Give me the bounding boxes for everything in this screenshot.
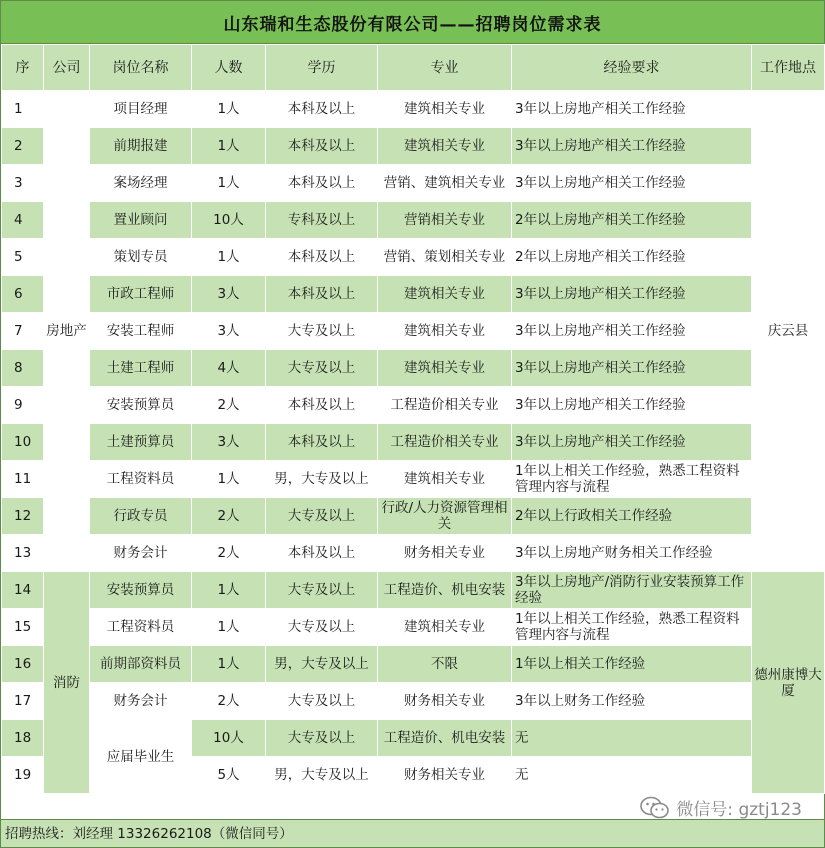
cell-major: 营销相关专业: [378, 202, 512, 239]
cell-education: 本科及以上: [266, 535, 378, 572]
hotline-footer: 招聘热线：刘经理 13326262108（微信同号）: [1, 819, 824, 847]
cell-seq: 8: [2, 350, 44, 387]
cell-education: 本科及以上: [266, 165, 378, 202]
cell-major: 财务相关专业: [378, 683, 512, 720]
cell-seq: 13: [2, 535, 44, 572]
cell-experience: 3年以上房地产相关工作经验: [512, 387, 752, 424]
cell-position: 财务会计: [90, 535, 192, 572]
cell-seq: 5: [2, 239, 44, 276]
cell-major: 工程造价相关专业: [378, 387, 512, 424]
cell-education: 专科及以上: [266, 202, 378, 239]
cell-experience: 3年以上房地产相关工作经验: [512, 165, 752, 202]
cell-experience: 3年以上房地产相关工作经验: [512, 313, 752, 350]
header-major: 专业: [378, 45, 512, 91]
cell-count: 2人: [192, 535, 266, 572]
cell-major: 建筑相关专业: [378, 91, 512, 128]
cell-count: 1人: [192, 165, 266, 202]
table-row: [2, 91, 825, 128]
cell-seq: 17: [2, 683, 44, 720]
cell-experience: 2年以上房地产相关工作经验: [512, 239, 752, 276]
cell-seq: 15: [2, 609, 44, 646]
table-row: [2, 202, 825, 239]
table-row: [2, 498, 825, 535]
cell-education: 本科及以上: [266, 128, 378, 165]
table-row: [2, 239, 825, 276]
cell-seq: 9: [2, 387, 44, 424]
cell-major: 工程造价、机电安装: [378, 720, 512, 757]
table-row: [2, 683, 825, 720]
cell-position: 安装预算员: [90, 572, 192, 609]
cell-experience: 无: [512, 757, 752, 794]
cell-education: 大专及以上: [266, 683, 378, 720]
header-experience: 经验要求: [512, 45, 752, 91]
cell-major: 建筑相关专业: [378, 313, 512, 350]
cell-count: 1人: [192, 239, 266, 276]
table-row: [2, 387, 825, 424]
cell-seq: 1: [2, 91, 44, 128]
cell-experience: 2年以上行政相关工作经验: [512, 498, 752, 535]
cell-seq: 16: [2, 646, 44, 683]
cell-count: 4人: [192, 350, 266, 387]
cell-seq: 18: [2, 720, 44, 757]
cell-experience: 3年以上房地产相关工作经验: [512, 350, 752, 387]
table-row: [2, 128, 825, 165]
table-row: [2, 276, 825, 313]
cell-major: 建筑相关专业: [378, 609, 512, 646]
cell-position: 安装预算员: [90, 387, 192, 424]
cell-seq: 6: [2, 276, 44, 313]
header-location: 工作地点: [752, 45, 825, 91]
table-row: [2, 424, 825, 461]
cell-seq: 4: [2, 202, 44, 239]
cell-seq: 2: [2, 128, 44, 165]
cell-experience: 1年以上相关工作经验，熟悉工程资料管理内容与流程: [512, 461, 752, 498]
table-row: [2, 572, 825, 609]
cell-education: 本科及以上: [266, 424, 378, 461]
cell-position: 土建预算员: [90, 424, 192, 461]
cell-seq: 7: [2, 313, 44, 350]
header-education: 学历: [266, 45, 378, 91]
cell-major: 财务相关专业: [378, 535, 512, 572]
table-row: [2, 646, 825, 683]
cell-experience: 3年以上房地产相关工作经验: [512, 424, 752, 461]
cell-education: 男，大专及以上: [266, 646, 378, 683]
cell-seq: 10: [2, 424, 44, 461]
cell-position: 案场经理: [90, 165, 192, 202]
cell-position: 项目经理: [90, 91, 192, 128]
wechat-icon: [640, 796, 670, 820]
cell-education: 本科及以上: [266, 91, 378, 128]
cell-experience: 2年以上房地产相关工作经验: [512, 202, 752, 239]
cell-education: 大专及以上: [266, 720, 378, 757]
header-row: [2, 45, 825, 91]
cell-experience: 无: [512, 720, 752, 757]
table-row: [2, 165, 825, 202]
cell-position: 财务会计: [90, 683, 192, 720]
cell-seq: 3: [2, 165, 44, 202]
header-position: 岗位名称: [90, 45, 192, 91]
cell-location: 德州康博大厦: [752, 572, 825, 794]
job-table: [1, 44, 825, 794]
header-count: 人数: [192, 45, 266, 91]
cell-education: 本科及以上: [266, 239, 378, 276]
cell-education: 男，大专及以上: [266, 757, 378, 794]
table-row: [2, 609, 825, 646]
cell-count: 1人: [192, 572, 266, 609]
cell-major: 不限: [378, 646, 512, 683]
cell-seq: 19: [2, 757, 44, 794]
cell-position: 前期报建: [90, 128, 192, 165]
cell-count: 1人: [192, 461, 266, 498]
cell-experience: 3年以上房地产相关工作经验: [512, 91, 752, 128]
cell-education: 本科及以上: [266, 387, 378, 424]
cell-count: 10人: [192, 202, 266, 239]
cell-major: 行政/人力资源管理相关: [378, 498, 512, 535]
cell-count: 5人: [192, 757, 266, 794]
table-row: [2, 350, 825, 387]
cell-major: 建筑相关专业: [378, 276, 512, 313]
table-row: [2, 461, 825, 498]
cell-education: 大专及以上: [266, 609, 378, 646]
cell-education: 本科及以上: [266, 276, 378, 313]
cell-count: 1人: [192, 91, 266, 128]
sheet-title: 山东瑞和生态股份有限公司——招聘岗位需求表: [1, 1, 824, 44]
cell-position: 应届毕业生: [90, 720, 192, 794]
cell-seq: 11: [2, 461, 44, 498]
cell-experience: 3年以上房地产相关工作经验: [512, 128, 752, 165]
cell-count: 3人: [192, 313, 266, 350]
cell-position: 工程资料员: [90, 609, 192, 646]
cell-position: 行政专员: [90, 498, 192, 535]
cell-count: 2人: [192, 498, 266, 535]
cell-location: 庆云县: [752, 91, 825, 572]
cell-position: 土建工程师: [90, 350, 192, 387]
cell-major: 建筑相关专业: [378, 350, 512, 387]
cell-position: 策划专员: [90, 239, 192, 276]
cell-count: 2人: [192, 387, 266, 424]
cell-count: 3人: [192, 276, 266, 313]
cell-count: 1人: [192, 646, 266, 683]
cell-major: 建筑相关专业: [378, 128, 512, 165]
cell-experience: 3年以上房地产/消防行业安装预算工作经验: [512, 572, 752, 609]
cell-count: 1人: [192, 128, 266, 165]
cell-count: 2人: [192, 683, 266, 720]
cell-major: 建筑相关专业: [378, 461, 512, 498]
cell-count: 3人: [192, 424, 266, 461]
cell-major: 工程造价相关专业: [378, 424, 512, 461]
header-company: 公司: [44, 45, 90, 91]
cell-position: 前期部资料员: [90, 646, 192, 683]
cell-experience: 3年以上房地产财务相关工作经验: [512, 535, 752, 572]
cell-education: 男，大专及以上: [266, 461, 378, 498]
cell-position: 安装工程师: [90, 313, 192, 350]
table-row: [2, 535, 825, 572]
cell-position: 工程资料员: [90, 461, 192, 498]
header-seq: 序: [2, 45, 44, 91]
cell-seq: 12: [2, 498, 44, 535]
table-row: [2, 313, 825, 350]
cell-major: 财务相关专业: [378, 757, 512, 794]
watermark-text: 微信号: gztj123: [676, 800, 802, 820]
cell-experience: 3年以上财务工作经验: [512, 683, 752, 720]
cell-education: 大专及以上: [266, 313, 378, 350]
table-row: [2, 720, 825, 757]
cell-count: 10人: [192, 720, 266, 757]
cell-count: 1人: [192, 609, 266, 646]
cell-education: 大专及以上: [266, 572, 378, 609]
cell-experience: 1年以上相关工作经验: [512, 646, 752, 683]
cell-major: 工程造价、机电安装: [378, 572, 512, 609]
cell-experience: 3年以上房地产相关工作经验: [512, 276, 752, 313]
cell-major: 营销、策划相关专业: [378, 239, 512, 276]
cell-position: 市政工程师: [90, 276, 192, 313]
cell-education: 大专及以上: [266, 498, 378, 535]
cell-company: 消防: [44, 572, 90, 794]
wechat-watermark: [640, 795, 802, 820]
cell-company: 房地产: [44, 91, 90, 572]
cell-position: 置业顾问: [90, 202, 192, 239]
cell-experience: 1年以上相关工作经验，熟悉工程资料管理内容与流程: [512, 609, 752, 646]
cell-seq: 14: [2, 572, 44, 609]
cell-major: 营销、建筑相关专业: [378, 165, 512, 202]
cell-education: 大专及以上: [266, 350, 378, 387]
